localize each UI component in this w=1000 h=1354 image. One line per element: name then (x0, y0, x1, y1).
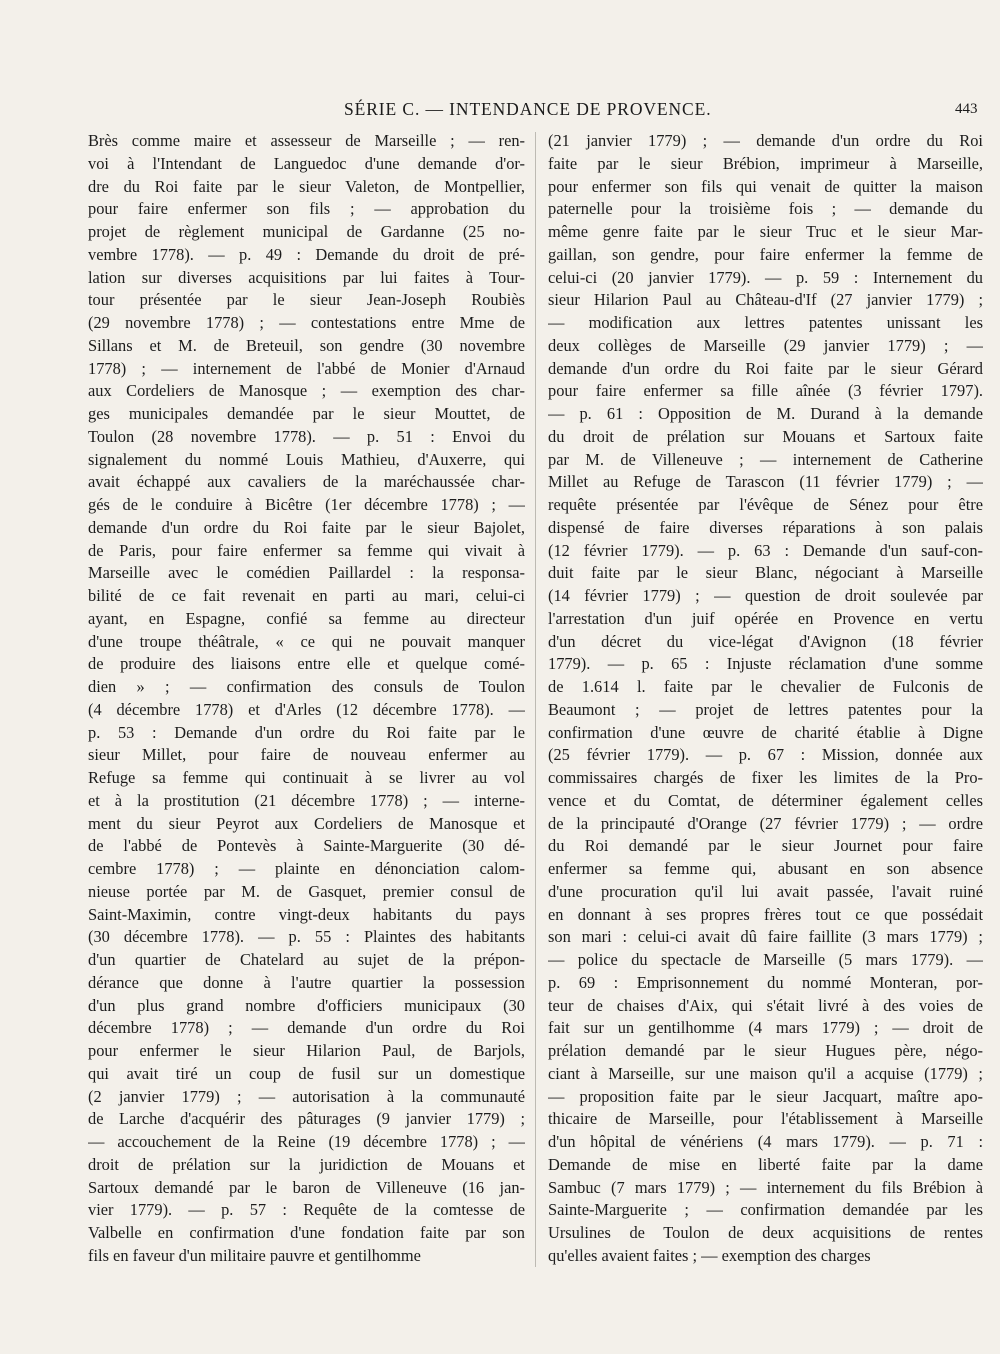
text-line: de l'abbé de Pontevès à Sainte-Marguerite (30 dé- (88, 836, 525, 856)
text-line: vembre 1778). — p. 49 : Demande du droit de pré- (88, 244, 525, 264)
text-line: du droit de prélation sur Mouans et Sartoux faite (548, 426, 983, 446)
text-line: ciant à Marseille, sur une maison qu'il a acquise (1779) ; (548, 1063, 983, 1083)
text-line: 1778) ; — internement de l'abbé de Monier d'Arnaud (88, 358, 525, 378)
text-line: 1779). — p. 65 : Injuste réclamation d'une somme (548, 654, 983, 674)
text-line: Toulon (28 novembre 1778). — p. 51 : Envoi du (88, 426, 525, 446)
text-line: dispensé de faire diverses réparations à son palais (548, 517, 983, 537)
text-line: Ursulines de Toulon de deux acquisitions de rentes (548, 1223, 983, 1242)
text-line: cembre 1778) ; — plainte en dénonciation calom- (88, 859, 525, 878)
text-line: (30 décembre 1778). — p. 55 : Plaintes des habitants (88, 927, 525, 947)
page-header (0, 99, 1000, 125)
text-line: dérance que donne à l'autre quartier la possession (88, 972, 525, 992)
left-column (88, 130, 525, 1268)
text-line: requête présentée par l'évêque de Sénez pour être (548, 495, 983, 514)
text-line: gés de le conduire à Bicêtre (1er décembre 1778) ; — (88, 495, 525, 514)
text-line: Beaumont ; — projet de lettres patentes pour la (548, 699, 983, 719)
text-line: avait échappé aux cavaliers de la maréchaussée char- (88, 472, 525, 492)
text-line: ment du sieur Peyrot aux Cordeliers de Manosque et (88, 813, 525, 833)
text-line: faite par le sieur Brébion, imprimeur à Marseille, (548, 153, 983, 173)
text-line: paternelle pour la troisième fois ; — demande du (548, 199, 983, 219)
text-line: Valbelle en confirmation d'une fondation faite par son (88, 1223, 525, 1242)
text-line: voi à l'Intendant de Languedoc d'une demande d'or- (88, 153, 525, 173)
text-line: pour enfermer son fils qui venait de quitter la maison (548, 176, 983, 196)
text-line: thicaire de Marseille, pour l'établissement à Marseille (548, 1109, 983, 1129)
text-line: demande d'un ordre du Roi faite par le sieur Bajolet, (88, 517, 525, 537)
text-line: aux Cordeliers de Manosque ; — exemption des char- (88, 381, 525, 401)
text-line: et à la prostitution (21 décembre 1778) ; — interne- (88, 790, 525, 810)
text-line: dre du Roi faite par le sieur Valeton, de Montpellier, (88, 176, 525, 196)
text-line: — proposition faite par le sieur Jacquart, maître apo- (548, 1086, 983, 1106)
text-line: par M. de Villeneuve ; — internement de Catherine (548, 449, 983, 469)
text-line: (2 janvier 1779) ; — autorisation à la communauté (88, 1086, 525, 1106)
text-line: son mari : celui-ci avait dû faire faillite (3 mars 1779) ; (548, 927, 983, 947)
text-line: Refuge sa femme qui continuait à se livrer au vol (88, 768, 525, 787)
text-line: prélation demandé par le sieur Hugues père, négo- (548, 1041, 983, 1060)
text-line: Sainte-Marguerite ; — confirmation demandée par les (548, 1200, 983, 1220)
text-line: celui-ci (20 janvier 1779). — p. 59 : Internement du (548, 267, 983, 287)
text-line: lation sur diverses acquisitions par lui faites à Tour- (88, 267, 525, 287)
text-line: commissaires chargés de fixer les limites de la Pro- (548, 768, 983, 787)
text-line: en donnant à ses propres frères tout ce que possédait (548, 904, 983, 924)
text-line: d'un hôpital de vénériens (4 mars 1779). — p. 71 : (548, 1132, 983, 1151)
running-title: SÉRIE C. — INTENDANCE DE PROVENCE. (344, 99, 712, 119)
text-line: de produire des liaisons entre elle et quelque comé- (88, 654, 525, 674)
text-line: Saint-Maximin, contre vingt-deux habitants du pays (88, 904, 525, 924)
text-line: Brès comme maire et assesseur de Marseille ; — ren- (88, 131, 525, 150)
text-line: fils en faveur d'un militaire pauvre et gentilhomme (88, 1245, 421, 1265)
text-line: Millet au Refuge de Tarascon (11 février 1779) ; — (548, 472, 983, 492)
text-line: l'arrestation d'un juif opérée en Provence en vertu (548, 608, 983, 628)
text-line: nieuse portée par M. de Gasquet, premier consul de (88, 881, 525, 901)
text-line: d'une procuration qu'il lui avait passée, l'avait ruiné (548, 881, 983, 901)
text-line: d'un décret du vice-légat d'Avignon (18 février (548, 631, 983, 651)
text-line: vence et du Comtat, de déterminer également celles (548, 790, 983, 810)
text-line: — police du spectacle de Marseille (5 mars 1779). — (548, 950, 983, 969)
text-line: tour présentée par le sieur Jean-Joseph Roubiès (88, 290, 525, 310)
page-number: 443 (955, 101, 978, 117)
text-line: — accouchement de la Reine (19 décembre 1778) ; — (88, 1132, 525, 1151)
text-line: d'un plus grand nombre d'officiers municipaux (30 (88, 995, 525, 1015)
text-line: décembre 1778) ; — demande d'un ordre du Roi (88, 1018, 525, 1038)
text-line: deux collèges de Marseille (29 janvier 1779) ; — (548, 335, 983, 355)
text-line: de la principauté d'Orange (27 février 1779) ; — ordre (548, 813, 983, 833)
text-line: pour enfermer le sieur Hilarion Paul, de Barjols, (88, 1041, 525, 1060)
text-line: (21 janvier 1779) ; — demande d'un ordre du Roi (548, 131, 983, 150)
right-column (548, 130, 983, 1268)
text-line: gaillan, son gendre, pour faire enfermer la femme de (548, 244, 983, 264)
text-line: dien » ; — confirmation des consuls de Toulon (88, 677, 525, 696)
text-line: qu'elles avaient faites ; — exemption des charges (548, 1245, 871, 1265)
text-line: demande d'un ordre du Roi faite par le sieur Gérard (548, 358, 983, 378)
text-line: Sartoux demandé par le baron de Villeneuve (16 jan- (88, 1177, 525, 1197)
text-line: d'un quartier de Chatelard au sujet de la prépon- (88, 950, 525, 969)
text-line: Sillans et M. de Breteuil, son gendre (30 novembre (88, 335, 525, 355)
text-line: du Roi demandé par le sieur Journet pour faire (548, 836, 983, 856)
text-line: Sambuc (7 mars 1779) ; — internement du fils Brébion à (548, 1177, 983, 1197)
text-line: — modification aux lettres patentes unissant les (548, 313, 983, 332)
text-line: même genre faite par le sieur Truc et le sieur Mar- (548, 222, 983, 241)
text-line: fait sur un gentilhomme (4 mars 1779) ; — droit de (548, 1018, 983, 1038)
text-line: confirmation d'une œuvre de charité établie à Digne (548, 722, 983, 742)
text-line: droit de prélation sur la juridiction de Mouans et (88, 1154, 525, 1174)
text-line: duit faite par le sieur Blanc, négociant à Marseille (548, 563, 983, 583)
text-line: (29 novembre 1778) ; — contestations entre Mme de (88, 313, 525, 332)
text-line: (25 février 1779). — p. 67 : Mission, donnée aux (548, 745, 983, 765)
text-line: bilité de ce fait revenait en parti au mari, celui-ci (88, 586, 525, 605)
text-line: Marseille avec le comédien Paillardel : la responsa- (88, 563, 525, 583)
text-line: p. 53 : Demande d'un ordre du Roi faite par le (88, 722, 525, 742)
text-line: pour faire enfermer son fils ; — approbation du (88, 199, 525, 219)
text-line: ges municipales demandée par le sieur Mouttet, de (88, 404, 525, 423)
text-line: ayant, en Espagne, confié sa femme au directeur (88, 608, 525, 628)
text-line: de Paris, pour faire enfermer sa femme qui vivait à (88, 540, 525, 560)
text-line: teur de chaises d'Aix, qui s'était livré à des voies de (548, 995, 983, 1015)
text-line: Demande de mise en liberté faite par la dame (548, 1154, 983, 1174)
column-divider (535, 132, 536, 1267)
text-line: pour faire enfermer sa fille aînée (3 février 1797). (548, 381, 983, 401)
text-line: sieur Hilarion Paul au Château-d'If (27 janvier 1779) ; (548, 290, 983, 310)
text-line: de 1.614 l. faite par le chevalier de Fulconis de (548, 677, 983, 696)
text-line: — p. 61 : Opposition de M. Durand à la demande (548, 404, 983, 423)
text-line: qui avait tiré un coup de fusil sur un domestique (88, 1063, 525, 1083)
text-line: enfermer sa femme qui, abusant en son absence (548, 859, 983, 878)
text-line: d'une troupe théâtrale, « ce qui ne pouvait manquer (88, 631, 525, 651)
text-line: sieur Millet, pour faire de nouveau enfermer au (88, 745, 525, 765)
text-line: projet de règlement municipal de Gardanne (25 no- (88, 222, 525, 241)
text-line: (4 décembre 1778) et d'Arles (12 décembre 1778). — (88, 699, 525, 719)
text-line: signalement du nommé Louis Mathieu, d'Auxerre, qui (88, 449, 525, 469)
text-line: vier 1779). — p. 57 : Requête de la comtesse de (88, 1200, 525, 1220)
text-line: p. 69 : Emprisonnement du nommé Monteran, por- (548, 972, 983, 992)
text-line: (12 février 1779). — p. 63 : Demande d'un sauf-con- (548, 540, 983, 560)
text-line: de Larche d'acquérir des pâturages (9 janvier 1779) ; (88, 1109, 525, 1129)
text-line: (14 février 1779) ; — question de droit soulevée par (548, 586, 983, 605)
